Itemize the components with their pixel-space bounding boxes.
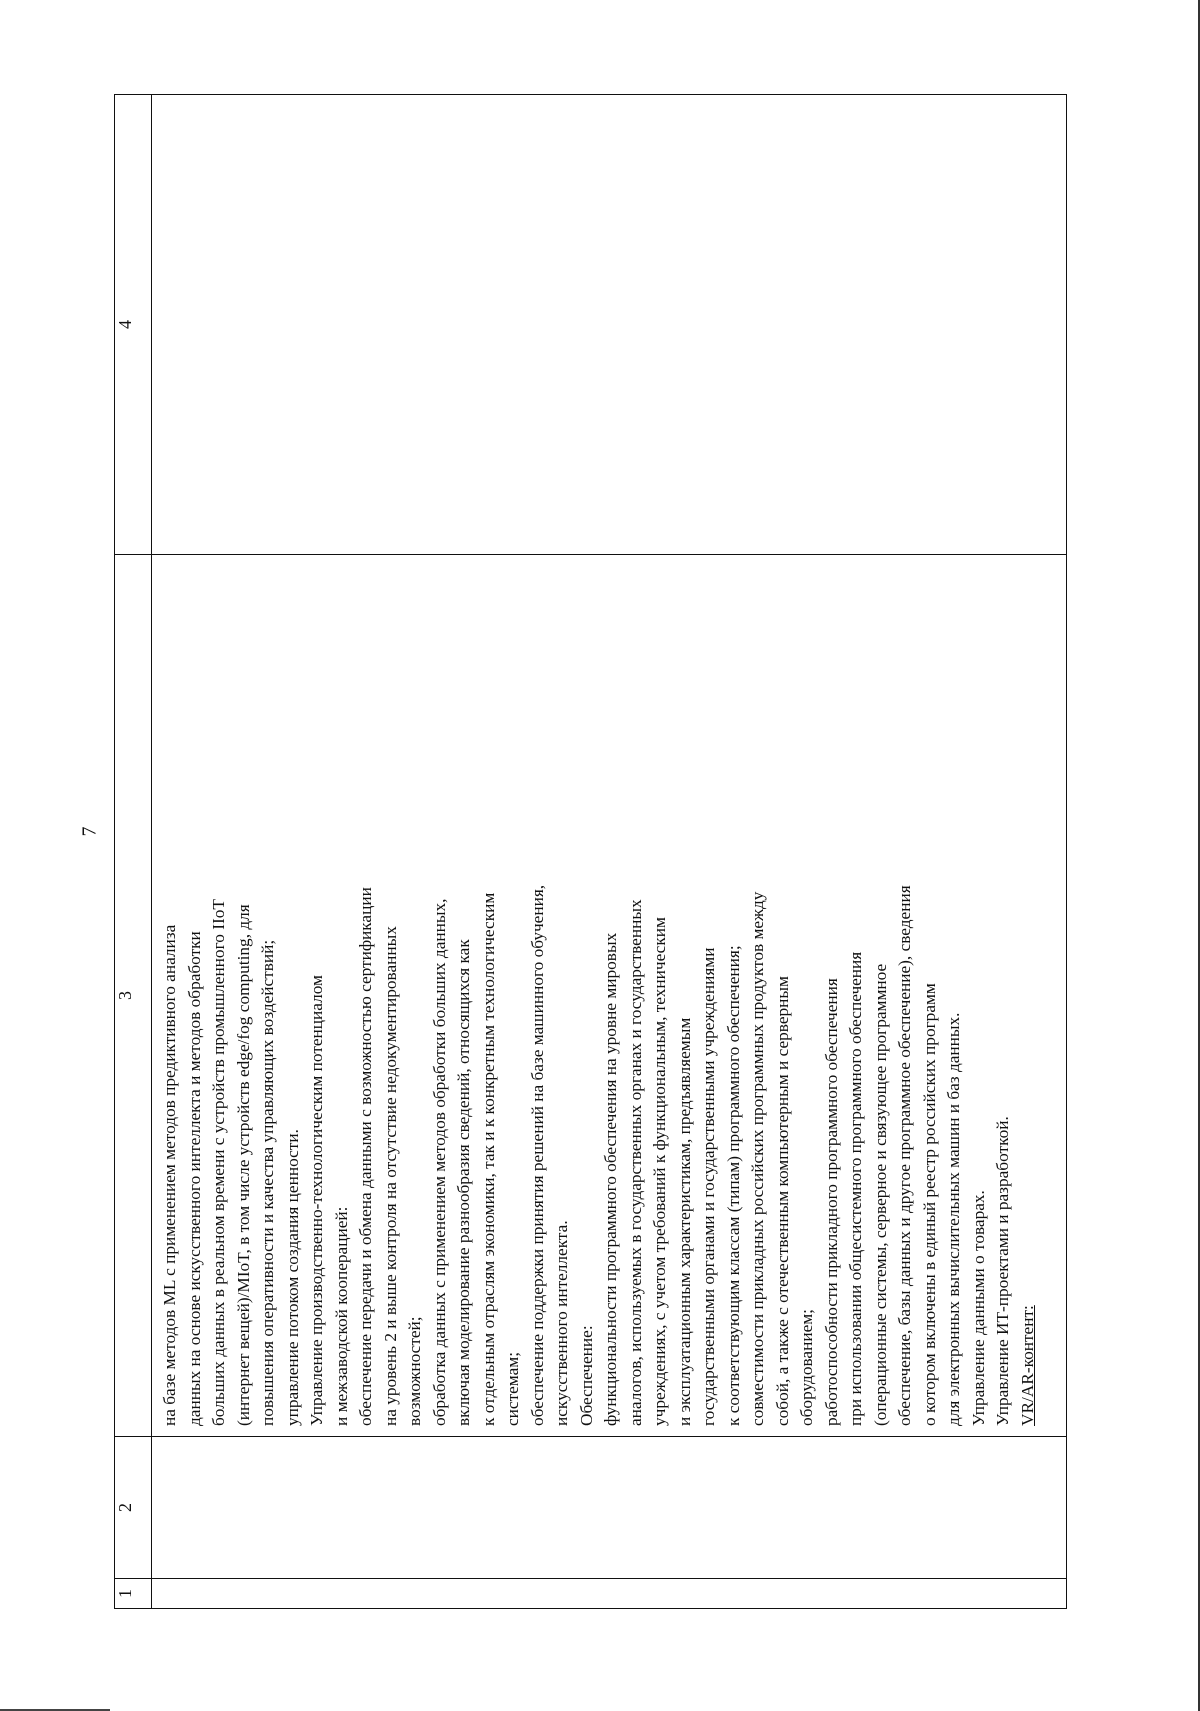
text-line: искусственного интеллекта.	[552, 1220, 571, 1426]
text-line: Управление данными о товарах.	[968, 1190, 988, 1426]
text-line: на базе методов ML с применением методов предиктивного анализа	[160, 924, 179, 1426]
text-line: к соответствующим классам (типам) программного обеспечения;	[723, 945, 743, 1426]
column-2-cell	[152, 1437, 1067, 1579]
text-line: и эксплуатационным характеристикам, предъявляемым	[674, 1017, 694, 1426]
text-line: учреждениях, с учетом требований к функциональным, техническим	[650, 917, 669, 1426]
text-line: работоспособности прикладного программного обеспечения	[821, 978, 841, 1426]
text-line: управление потоком создания ценности.	[282, 1129, 302, 1426]
text-line: системам;	[503, 1351, 522, 1426]
text-line: обработка данных с применением методов обработки больших данных,	[429, 898, 449, 1426]
header-cell-2: 2	[115, 1437, 152, 1579]
text-line: государственными органами и государственными учреждениями	[699, 947, 718, 1426]
text-line: на уровень 2 и выше контроля на отсутствие недокументированных	[380, 926, 400, 1426]
text-line: для электронных вычислительных машин и баз данных.	[944, 1012, 963, 1426]
text-line: и межзаводской кооперацией:	[331, 1206, 351, 1426]
text-line: Управление ИТ-проектами и разработкой.	[993, 1116, 1012, 1426]
header-cell-4: 4	[115, 95, 152, 555]
text-line: больших данных в реальном времени с устройств промышленного IIoT	[209, 899, 228, 1426]
text-line: при использовании общесистемного программного обеспечения	[846, 951, 865, 1426]
text-line: Обеспечение:	[576, 1325, 596, 1426]
text-line: (операционные системы, серверное и связующее программное	[870, 963, 890, 1426]
column-3-cell	[152, 555, 1067, 1437]
text-line: VR/AR-контент:	[1017, 1305, 1037, 1426]
text-line: обеспечение поддержки принятия решений на базе машинного обучения,	[527, 884, 547, 1426]
text-line: обеспечение, базы данных и другое программное обеспечение), сведения	[895, 885, 914, 1426]
text-line: собой, а также с отечественным компьютерным и серверным	[772, 976, 792, 1426]
column-3-text	[152, 555, 1040, 1436]
text-line: Управление производственно-технологическим потенциалом	[307, 975, 326, 1426]
rotated-page	[114, 95, 1067, 1609]
text-line: оборудованием;	[797, 1309, 816, 1426]
text-line: о котором включены в единый реестр российских программ	[919, 983, 939, 1426]
header-cell-1: 1	[115, 1579, 152, 1609]
text-line: обеспечение передачи и обмена данными с возможностью сертификации	[356, 887, 375, 1426]
text-line: повышения оперативности и качества управляющих воздействий;	[258, 939, 277, 1426]
table-body-row	[152, 95, 1067, 1609]
text-line: данных на основе искусственного интеллекта и методов обработки	[184, 931, 204, 1426]
text-line: включая моделирование разнообразия сведений, относящихся как	[454, 939, 473, 1426]
text-line: к отдельным отраслям экономики, так и к конкретным технологическим	[478, 892, 498, 1426]
column-1-cell	[152, 1579, 1067, 1609]
text-line: (интернет вещей)/MIoT, в том числе устройств edge/fog computing, для	[233, 904, 253, 1426]
text-line: функциональности программного обеспечения на уровне мировых	[601, 932, 620, 1426]
text-line: совместимости прикладных российских программных продуктов между	[748, 891, 767, 1426]
table-header-row	[115, 95, 152, 1609]
page-number: 7	[78, 826, 101, 837]
header-cell-3: 3	[115, 555, 152, 1437]
text-line: возможностей;	[405, 1316, 424, 1426]
document-table	[114, 94, 1067, 1609]
text-line: аналогов, используемых в государственных органах и государственных	[625, 899, 645, 1426]
column-4-cell	[152, 95, 1067, 555]
